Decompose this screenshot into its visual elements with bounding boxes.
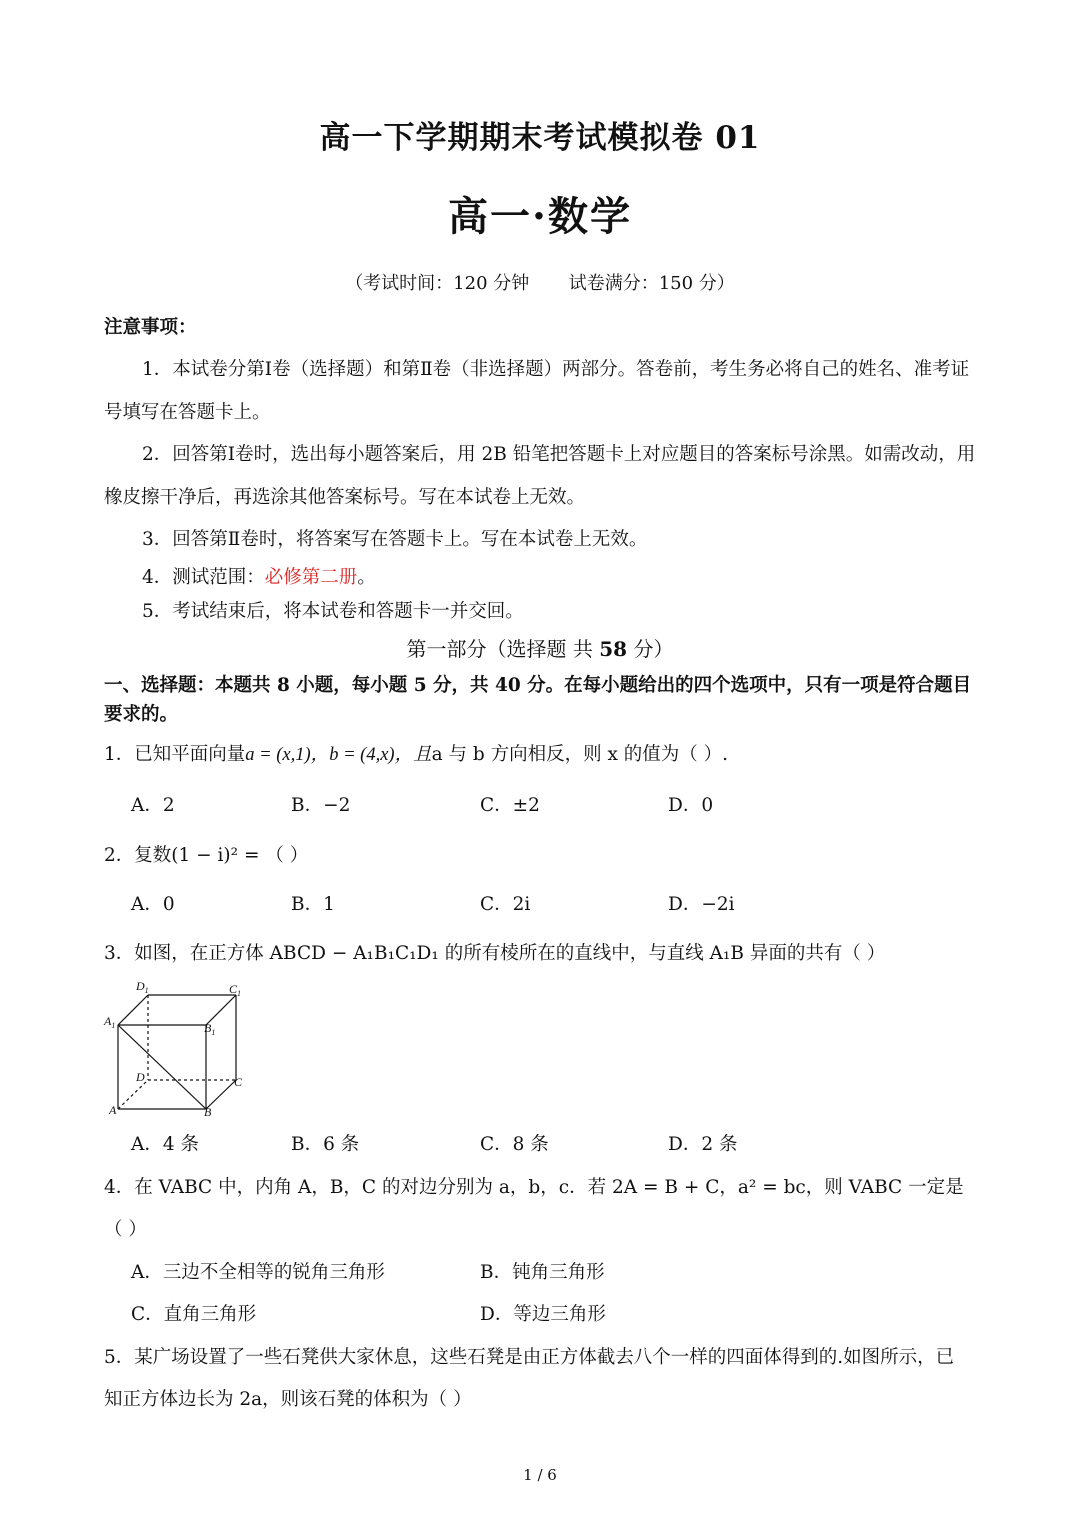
question-5-stem-line-2: 知正方体边长为 2a，则该石凳的体积为（ ） — [104, 1389, 472, 1410]
q1-option-d: D．0 — [668, 795, 714, 816]
q1-vector-b: b = (4,x)，且 — [329, 745, 432, 765]
cube-figure — [100, 975, 260, 1120]
section-line-2: 要求的。 — [104, 704, 179, 725]
notice-item-5: 5．考试结束后，将本试卷和答题卡一并交回。 — [142, 601, 524, 622]
part1-title-prefix: 第一部分（选择题 共 — [406, 637, 600, 661]
notice-item-4-prefix: 4．测试范围： — [142, 567, 265, 588]
label-b1: $B_1$ — [204, 1021, 216, 1037]
q1-option-c: C．±2 — [480, 795, 540, 816]
exam-time: （考试时间：120 分钟 — [345, 273, 530, 294]
part1-title-suffix: 分） — [627, 637, 674, 661]
q1-stem-d: a 与 b 方向相反，则 x 的值为（ ）. — [431, 744, 729, 765]
question-2-stem: 2．复数(1 − i)² = （ ） — [104, 845, 309, 866]
notice-item-2-line-2: 橡皮擦干净后，再选涂其他答案标号。写在本试卷上无效。 — [104, 487, 586, 508]
notice-item-4-suffix: 。 — [357, 567, 376, 588]
q1-option-a: A．2 — [131, 795, 175, 816]
q3-option-a: A．4 条 — [131, 1134, 200, 1155]
label-c1: $C_1$ — [229, 982, 242, 998]
section-line-1: 一、选择题：本题共 8 小题，每小题 5 分，共 40 分。在每小题给出的四个选项中，只有一项是符合题目 — [104, 675, 972, 696]
question-1-stem — [104, 740, 728, 766]
q3-option-c: C．8 条 — [480, 1134, 549, 1155]
q1-vector-a: a = (x,1)， — [245, 745, 330, 765]
q1-option-b: B．−2 — [291, 795, 351, 816]
q4-option-a: A．三边不全相等的锐角三角形 — [131, 1262, 385, 1283]
label-c: C — [234, 1075, 243, 1089]
q3-option-d: D．2 条 — [668, 1134, 738, 1155]
part1-title — [0, 633, 1080, 662]
subject-title: 高一·数学 — [448, 193, 632, 240]
label-d: D — [136, 1070, 145, 1084]
label-b: B — [204, 1105, 212, 1119]
label-d1: $D_1$ — [136, 979, 149, 995]
question-4-stem-line-1: 4．在 VABC 中，内角 A，B，C 的对边分别为 a，b，c．若 2A = B + C，a² = bc，则 VABC 一定是 — [104, 1177, 964, 1198]
notice-item-1-line-2: 号填写在答题卡上。 — [104, 402, 271, 423]
exam-info — [0, 269, 1080, 295]
question-5-stem-line-1: 5．某广场设置了一些石凳供大家休息，这些石凳是由正方体截去八个一样的四面体得到的.如图所示，已 — [104, 1347, 955, 1368]
page-number: 1 / 6 — [523, 1466, 557, 1484]
notice-item-3: 3．回答第Ⅱ卷时，将答案写在答题卡上。写在本试卷上无效。 — [142, 529, 648, 550]
exam-title: 高一下学期期末考试模拟卷 01 — [319, 120, 761, 156]
q4-option-c: C．直角三角形 — [131, 1304, 257, 1325]
label-a1: $A_1$ — [104, 1014, 116, 1030]
question-4-stem-line-2: （ ） — [104, 1219, 147, 1240]
notice-item-4 — [142, 563, 376, 589]
q2-option-a: A．0 — [131, 894, 175, 915]
q4-option-b: B．钝角三角形 — [480, 1262, 605, 1283]
q3-option-b: B．6 条 — [291, 1134, 360, 1155]
label-a: A — [109, 1103, 117, 1117]
q2-option-d: D．−2i — [668, 894, 735, 915]
q1-stem-a: 1．已知平面向量 — [104, 744, 246, 765]
part1-score: 58 — [599, 637, 628, 661]
q4-option-d: D．等边三角形 — [480, 1304, 606, 1325]
notice-item-2-line-1: 2．回答第Ⅰ卷时，选出每小题答案后，用 2B 铅笔把答题卡上对应题目的答案标号涂黑。如需改动，用 — [142, 444, 976, 465]
notice-heading: 注意事项： — [104, 317, 197, 338]
test-range: 必修第二册 — [264, 567, 358, 588]
question-3-stem: 3．如图，在正方体 ABCD − A₁B₁C₁D₁ 的所有棱所在的直线中，与直线 A₁B 异面的共有（ ） — [104, 943, 886, 964]
q2-option-b: B．1 — [291, 894, 335, 915]
full-score: 试卷满分：150 分） — [568, 273, 735, 294]
notice-item-1-line-1: 1．本试卷分第Ⅰ卷（选择题）和第Ⅱ卷（非选择题）两部分。答卷前，考生务必将自己的姓名、准考证 — [142, 359, 970, 380]
q2-option-c: C．2i — [480, 894, 531, 915]
